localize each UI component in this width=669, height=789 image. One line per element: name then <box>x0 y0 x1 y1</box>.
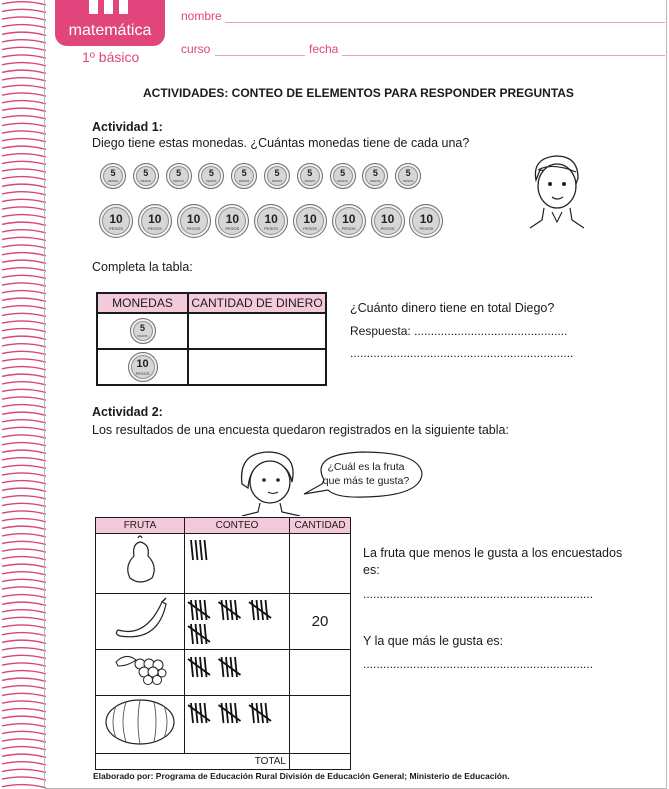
fruit-survey-table <box>95 517 351 770</box>
tally-mark <box>226 600 228 620</box>
answer-field[interactable]: Respuesta: .............................................. <box>350 324 568 338</box>
quantity-pear[interactable] <box>290 534 351 594</box>
coin-5-cell <box>97 313 188 349</box>
tally-header: CONTEO <box>185 518 290 534</box>
tally-mark <box>226 703 228 723</box>
tally-mark <box>235 600 237 620</box>
amount-10-cell[interactable] <box>188 349 326 385</box>
name-field[interactable] <box>225 22 665 23</box>
most-liked-answer-line[interactable]: ..................................................................... <box>363 657 594 671</box>
course-field[interactable] <box>215 55 305 56</box>
coin-5-icon: 5 PESOS <box>166 163 192 189</box>
tally-grapes <box>185 650 290 696</box>
tally-banana <box>185 594 290 650</box>
course-label: curso <box>181 42 211 56</box>
activity1-heading: Actividad 1: <box>92 120 163 134</box>
table-row <box>97 313 326 349</box>
tally-mark <box>222 703 224 723</box>
tally-mark <box>196 624 198 644</box>
coin-5-icon: 5 PESOS <box>297 163 323 189</box>
coin-10-icon: 10 PESOS <box>128 352 158 382</box>
tally-mark <box>191 600 193 620</box>
tally-mark <box>191 540 193 560</box>
tally-mark <box>252 703 254 723</box>
table-row <box>96 594 351 650</box>
total-cell[interactable] <box>290 754 351 770</box>
tally-mark <box>205 703 207 723</box>
coin-5-icon: 5 PESOS <box>133 163 159 189</box>
boy-illustration <box>522 150 592 240</box>
date-label: fecha <box>309 42 339 56</box>
tally-mark <box>266 600 268 620</box>
tally-mark <box>196 657 198 677</box>
coin-5-icon: 5 PESOS <box>395 163 421 189</box>
tally-mark <box>235 657 237 677</box>
coin-10-icon: 10 PESOS <box>371 204 405 238</box>
table-row <box>96 696 351 754</box>
total-money-question: ¿Cuánto dinero tiene en total Diego? <box>350 301 555 315</box>
activity2-heading: Actividad 2: <box>92 405 163 419</box>
tally-mark <box>191 657 193 677</box>
date-field[interactable] <box>342 55 665 56</box>
watermelon-icon <box>96 696 184 748</box>
tally-mark <box>257 703 259 723</box>
logo-text: matemática <box>68 22 152 39</box>
name-label: nombre <box>181 9 222 23</box>
least-liked-question-cont: es: <box>363 563 380 577</box>
quantity-grapes[interactable] <box>290 650 351 696</box>
tally-mark <box>266 703 268 723</box>
tally-mark <box>191 703 193 723</box>
activity1-statement: Diego tiene estas monedas. ¿Cuántas monedas tiene de cada una? <box>92 136 470 150</box>
answer-line[interactable]: ................................................................... <box>350 346 574 360</box>
most-liked-question: Y la que más le gusta es: <box>363 634 504 648</box>
grade-label: 1º básico <box>82 49 140 65</box>
coin-5-icon: 5 PESOS <box>198 163 224 189</box>
tally-mark <box>257 600 259 620</box>
coin-5-icon: 5 PESOS <box>264 163 290 189</box>
spiral-binding <box>0 0 48 789</box>
table-row <box>97 349 326 385</box>
coin-10-icon: 10 PESOS <box>409 204 443 238</box>
quantity-banana[interactable]: 20 <box>290 594 351 650</box>
amount-5-cell[interactable] <box>188 313 326 349</box>
tally-mark <box>200 540 202 560</box>
least-liked-answer-line[interactable]: ..................................................................... <box>363 587 594 601</box>
tally-mark <box>205 624 207 644</box>
coin-10-cell <box>97 349 188 385</box>
coin-10-icon: 10 PESOS <box>138 204 172 238</box>
fruit-header: FRUTA <box>96 518 185 534</box>
banana-cell <box>96 594 185 650</box>
coin-10-icon: 10 PESOS <box>177 204 211 238</box>
matematica-logo <box>55 0 165 46</box>
coin-5-icon: 5 PESOS <box>130 318 156 344</box>
pear-cell <box>96 534 185 594</box>
logo-mark-icon <box>89 0 129 14</box>
coin-10-icon: 10 PESOS <box>293 204 327 238</box>
coin-5-icon: 5 PESOS <box>330 163 356 189</box>
activity2-statement: Los resultados de una encuesta quedaron registrados en la siguiente tabla: <box>92 423 509 437</box>
complete-table-instruction: Completa la tabla: <box>92 260 193 274</box>
coins-header: MONEDAS <box>97 293 188 313</box>
table-row <box>96 650 351 696</box>
footer-credits: Elaborado por: Programa de Educación Rural División de Educación General; Ministerio de Educación. <box>93 771 510 781</box>
quantity-watermelon[interactable] <box>290 696 351 754</box>
tally-mark <box>191 624 193 644</box>
quantity-header: CANTIDAD <box>290 518 351 534</box>
grapes-cell <box>96 650 185 696</box>
coin-10-icon: 10 PESOS <box>332 204 366 238</box>
page-title: ACTIVIDADES: CONTEO DE ELEMENTOS PARA RESPONDER PREGUNTAS <box>143 86 574 100</box>
coin-5-icon: 5 PESOS <box>100 163 126 189</box>
tally-mark <box>226 657 228 677</box>
grapes-icon <box>96 650 184 690</box>
tally-mark <box>252 600 254 620</box>
tally-mark <box>205 657 207 677</box>
coin-10-icon: 10 PESOS <box>254 204 288 238</box>
coin-5-icon: 5 PESOS <box>231 163 257 189</box>
tally-mark <box>196 600 198 620</box>
table-row <box>96 534 351 594</box>
tally-pear <box>185 534 290 594</box>
tally-mark <box>205 540 207 560</box>
banana-icon <box>96 594 184 644</box>
tally-mark <box>205 600 207 620</box>
pear-icon <box>96 534 184 588</box>
tally-mark <box>196 540 198 560</box>
watermelon-cell <box>96 696 185 754</box>
least-liked-question: La fruta que menos le gusta a los encuestados <box>363 546 623 560</box>
tally-mark <box>196 703 198 723</box>
total-label: TOTAL <box>96 754 290 770</box>
tally-mark <box>222 657 224 677</box>
coin-5-icon: 5 PESOS <box>362 163 388 189</box>
coin-10-icon: 10 PESOS <box>215 204 249 238</box>
coin-10-icon: 10 PESOS <box>99 204 133 238</box>
coins-table <box>96 292 327 386</box>
money-amount-header: CANTIDAD DE DINERO <box>188 293 326 313</box>
tally-mark <box>222 600 224 620</box>
speech-bubble-text: ¿Cuál es la fruta que más te gusta? <box>322 461 410 487</box>
tally-mark <box>235 703 237 723</box>
tally-watermelon <box>185 696 290 754</box>
